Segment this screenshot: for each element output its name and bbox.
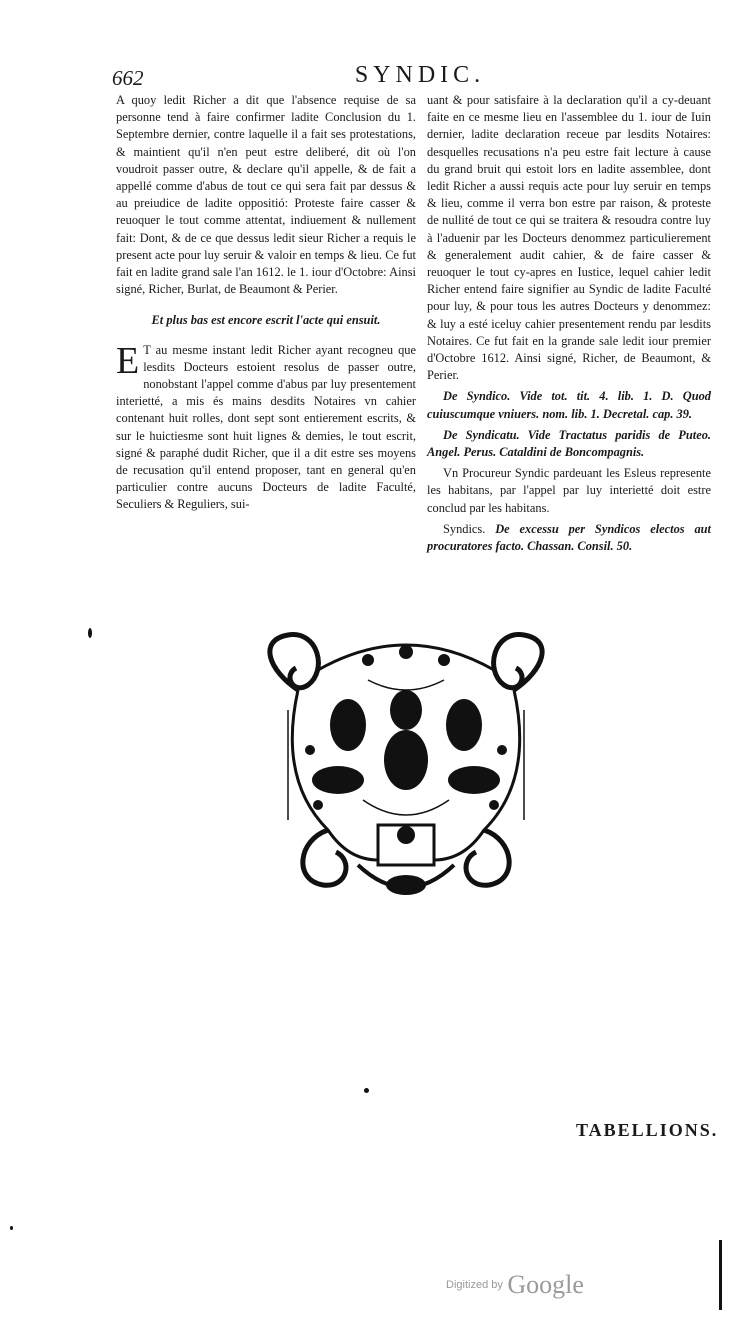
right-paragraph-2: Vn Procureur Syndic pardeuant les Esleus represente les habitans, par l'appel par luy interietté doit estre conclud par les habitans. — [427, 466, 711, 515]
page-number: 662 — [112, 66, 144, 90]
running-head: SYNDIC. — [354, 62, 486, 88]
right-paragraph-1: uant & pour satisfaire à la declaration qu'il a cy-deuant faite en ce mesme lieu en l'assemblee du 1. iour de Iuin dernier, ladite declaration receue par lesdits Notaires: desquelles recusations n'a peu estre fait lecture à cause du grand bruit qui estoit lors en ladite assemblee, dont ledit Richer a aussi requis acte pour luy seruir en temps & lieu, comme il verra bon estre par raison, & proteste de nullité de tout ce qui se traitera & resoudra contre luy à l'aduenir par les Docteurs denommez particulierement & generalement audit cahier, & de faire casser & reuoquer le tout cy-apres en Iustice, lequel cahier ledit Richer entend faire signifier au Syndic de ladite Faculté pour luy, & pour tous les autres Docteurs y denommez: & luy a esté iceluy cahier presentement rendu par lesdits Notaires. Ce fut fait en la grande sale ledit iour premier d'Octobre 1612. Ainsi signé, Richer, de Beaumont, & Perier. — [427, 93, 711, 383]
grotesque-ornament — [258, 630, 554, 906]
ink-speck — [10, 1226, 13, 1230]
ink-speck — [364, 1088, 369, 1093]
reference-syndicatu — [427, 427, 711, 461]
watermark-prefix: Digitized by — [446, 1279, 503, 1291]
section-subheading: Et plus bas est encore escrit l'acte qui ensuit. — [151, 313, 381, 328]
reference-excessu-text: De excessu per Syndicos electos aut procuratores facto. Chassan. Consil. 50. — [427, 521, 711, 554]
right-column — [427, 92, 711, 559]
drop-cap: E — [116, 339, 140, 382]
reference-syndico-text: De Syndico. Vide tot. tit. 4. lib. 1. D. Quod cuiuscumque vniuers. nom. lib. 1. Decretal. cap. 39. — [427, 389, 711, 421]
reference-syndico — [427, 388, 711, 422]
reference-syndicatu-text: De Syndicatu. Vide Tractatus paridis de Puteo. Angel. Perus. Cataldini de Boncompagnis. — [427, 427, 711, 460]
left-paragraph-1: A quoy ledit Richer a dit que l'absence requise de sa personne tend à faire confirmer ladite Conclusion du 1. Septembre dernier, contre laquelle il a fait ses protestations, & maintient qu'il n'en peut estre deliberé, dit où l'on voudroit passer outre, & declare qu'il appelle, & de fait a appellé comme d'abus de tout ce qui sera fait par dessus & au preiudice de ladite oppositió: Proteste faire casser & reuoquer le tout comme attentat, indiuement & nullement fait: Dont, & de ce que dessus ledit sieur Richer a requis le present acte pour luy seruir & valoir en temps & lieu. Ce fut fait en ladite grand sale l'an 1612. le 1. iour d'Octobre: Ainsi signé, Richer, Burlat, de Beaumont & Perier. — [116, 93, 416, 297]
edge-rule — [719, 1240, 722, 1310]
reference-excessu — [427, 521, 711, 555]
google-logo: Google — [507, 1270, 584, 1299]
ink-speck — [88, 628, 92, 638]
digitized-watermark — [446, 1270, 584, 1300]
reference-excessu-label: Syndics. — [443, 521, 486, 536]
left-paragraph-2-text: T au mesme instant ledit Richer ayant recogneu que lesdits Docteurs estoient resolus de passer outre, nonobstant l'appel comme d'abus par luy presentement interietté, a mis és mains desdits Notaires vn cahier contenant huit rolles, dont sept sont entierement escrits, & sur le huictiesme sont huit lignes & demies, le tout escrit, signé & paraphé dudit Richer, que il a dit estre ses moyens de recusation qu'il entend proposer, tant en general qu'en particulier contre aucuns Docteurs de ladite Faculté, Seculiers & Reguliers, sui- — [116, 342, 416, 512]
left-paragraph-2 — [116, 339, 416, 514]
catchword: TABELLIONS. — [576, 1120, 719, 1140]
left-column — [116, 92, 416, 518]
